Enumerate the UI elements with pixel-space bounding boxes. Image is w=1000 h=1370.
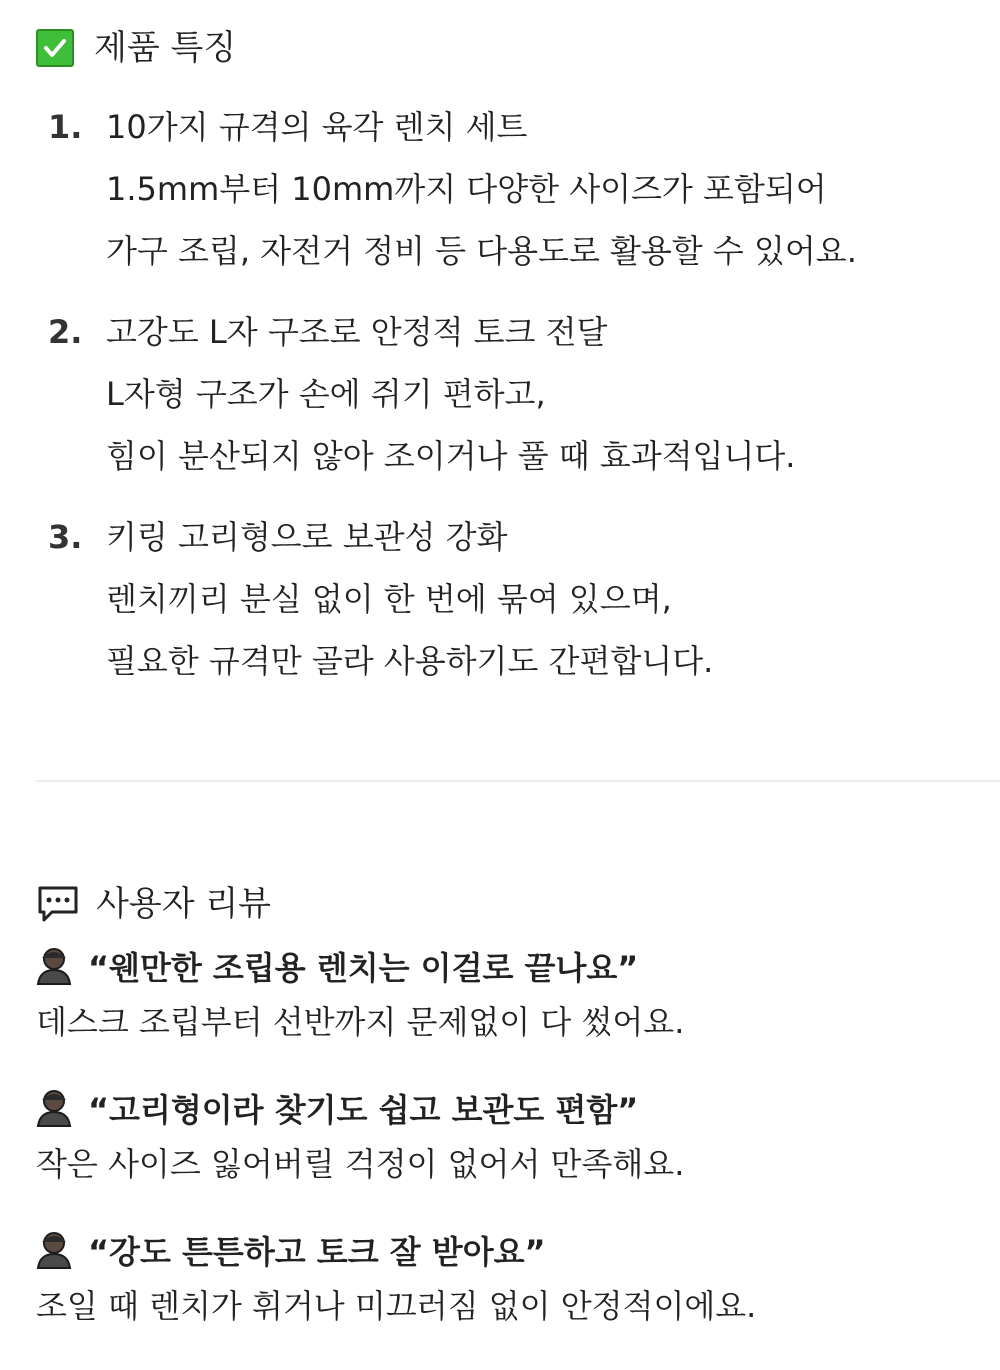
- features-title: 제품 특징: [94, 28, 237, 68]
- feature-description: 힘이 분산되지 않아 조이거나 풀 때 효과적입니다.: [106, 437, 796, 475]
- review-quote: “웬만한 조립용 렌치는 이걸로 끝나요”: [88, 949, 639, 987]
- features-heading: [36, 26, 236, 70]
- reviews-heading: [36, 882, 271, 926]
- feature-description: L자형 구조가 손에 쥐기 편하고,: [106, 375, 546, 413]
- feature-number: 3.: [48, 518, 83, 556]
- person-icon: [36, 946, 72, 986]
- check-mark-icon: [36, 29, 74, 67]
- feature-number: 1.: [48, 108, 83, 146]
- review-quote: “강도 튼튼하고 토크 잘 받아요”: [88, 1233, 546, 1271]
- speech-bubble-icon: [36, 884, 80, 924]
- review-text: 조일 때 렌치가 휘거나 미끄러짐 없이 안정적이에요.: [36, 1287, 757, 1325]
- feature-description: 가구 조립, 자전거 정비 등 다용도로 활용할 수 있어요.: [106, 232, 857, 270]
- feature-title: 고강도 L자 구조로 안정적 토크 전달: [106, 313, 608, 351]
- feature-number: 2.: [48, 313, 83, 351]
- review-text: 데스크 조립부터 선반까지 문제없이 다 썼어요.: [36, 1003, 685, 1041]
- person-icon: [36, 1230, 72, 1270]
- review-text: 작은 사이즈 잃어버릴 걱정이 없어서 만족해요.: [36, 1145, 685, 1183]
- section-divider: [36, 780, 1000, 782]
- feature-title: 10가지 규격의 육각 렌치 세트: [106, 108, 528, 146]
- review-item: [36, 1224, 756, 1336]
- feature-title: 키링 고리형으로 보관성 강화: [106, 518, 508, 556]
- feature-description: 필요한 규격만 골라 사용하기도 간편합니다.: [106, 642, 714, 680]
- person-icon: [36, 1088, 72, 1128]
- review-quote: “고리형이라 찾기도 쉽고 보관도 편함”: [88, 1091, 639, 1129]
- reviews-title: 사용자 리뷰: [96, 884, 272, 924]
- review-item: [36, 940, 684, 1052]
- feature-description: 렌치끼리 분실 없이 한 번에 묶여 있으며,: [106, 580, 672, 618]
- review-item: [36, 1082, 684, 1194]
- feature-description: 1.5mm부터 10mm까지 다양한 사이즈가 포함되어: [106, 170, 827, 208]
